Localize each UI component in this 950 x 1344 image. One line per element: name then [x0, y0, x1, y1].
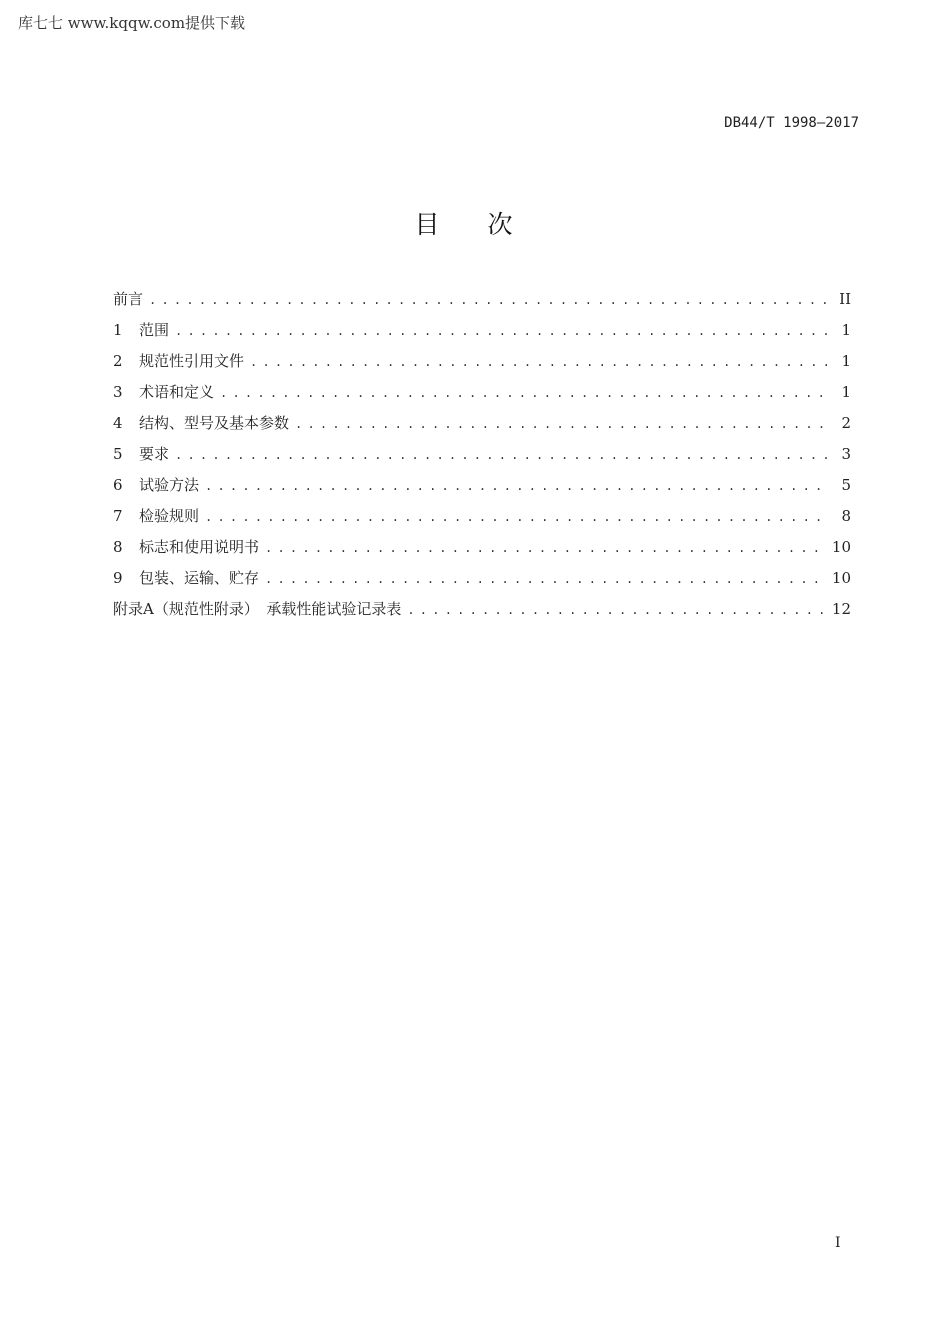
toc-dot-leader	[149, 289, 829, 311]
toc-dot-leader	[175, 320, 829, 342]
toc-entry-page: II	[839, 290, 851, 308]
toc-entry-page: 5	[841, 476, 851, 494]
toc-entry-appendix-a[interactable]	[113, 598, 851, 629]
toc-entry-requirements[interactable]	[113, 443, 851, 474]
toc-entry-number: 2	[113, 352, 123, 370]
toc-entry-title: 标志和使用说明书	[139, 538, 260, 556]
toc-entry-foreword[interactable]	[113, 288, 851, 319]
toc-dot-leader	[250, 351, 829, 373]
toc-entry-title: 范围	[139, 321, 170, 339]
toc-entry-number: 4	[113, 414, 123, 432]
toc-entry-title: 结构、型号及基本参数	[139, 414, 290, 432]
toc-entry-marking-instructions[interactable]	[113, 536, 851, 567]
toc-entry-normative-references[interactable]	[113, 350, 851, 381]
toc-entry-page: 8	[841, 507, 851, 525]
toc-dot-leader	[265, 537, 826, 559]
toc-entry-title: 附录A（规范性附录） 承载性能试验记录表	[113, 600, 402, 618]
toc-entry-page: 2	[841, 414, 851, 432]
toc-entry-number: 7	[113, 507, 123, 525]
document-code: DB44/T 1998—2017	[724, 115, 859, 131]
toc-entry-number: 8	[113, 538, 123, 556]
toc-entry-number: 9	[113, 569, 123, 587]
toc-dot-leader	[407, 599, 826, 621]
toc-entry-number: 3	[113, 383, 123, 401]
toc-entry-test-methods[interactable]	[113, 474, 851, 505]
toc-entry-page: 1	[841, 321, 851, 339]
toc-entry-number: 5	[113, 445, 123, 463]
toc-entry-structure-parameters[interactable]	[113, 412, 851, 443]
page-number: I	[835, 1235, 841, 1251]
toc-entry-page: 3	[841, 445, 851, 463]
toc-entry-title: 要求	[139, 445, 170, 463]
watermark-text: 库七七 www.kqqw.com提供下载	[18, 14, 246, 32]
toc-entry-title: 术语和定义	[139, 383, 215, 401]
toc-entry-page: 1	[841, 383, 851, 401]
table-of-contents	[113, 288, 851, 629]
toc-dot-leader	[175, 444, 829, 466]
toc-entry-number: 6	[113, 476, 123, 494]
toc-entry-page: 10	[831, 569, 851, 587]
toc-dot-leader	[265, 568, 826, 590]
toc-entry-number: 1	[113, 321, 123, 339]
toc-entry-title: 包装、运输、贮存	[139, 569, 260, 587]
toc-dot-leader	[205, 475, 829, 497]
toc-dot-leader	[295, 413, 829, 435]
toc-entry-page: 10	[831, 538, 851, 556]
toc-title: 目次	[414, 210, 561, 239]
toc-entry-packaging-transport-storage[interactable]	[113, 567, 851, 598]
toc-entry-title: 前言	[113, 290, 144, 308]
toc-entry-title: 规范性引用文件	[139, 352, 245, 370]
toc-dot-leader	[205, 506, 829, 528]
toc-entry-page: 12	[831, 600, 851, 618]
toc-entry-page: 1	[841, 352, 851, 370]
toc-entry-title: 检验规则	[139, 507, 200, 525]
toc-dot-leader	[220, 382, 829, 404]
toc-entry-inspection-rules[interactable]	[113, 505, 851, 536]
toc-entry-terms-definitions[interactable]	[113, 381, 851, 412]
toc-entry-scope[interactable]	[113, 319, 851, 350]
toc-entry-title: 试验方法	[139, 476, 200, 494]
